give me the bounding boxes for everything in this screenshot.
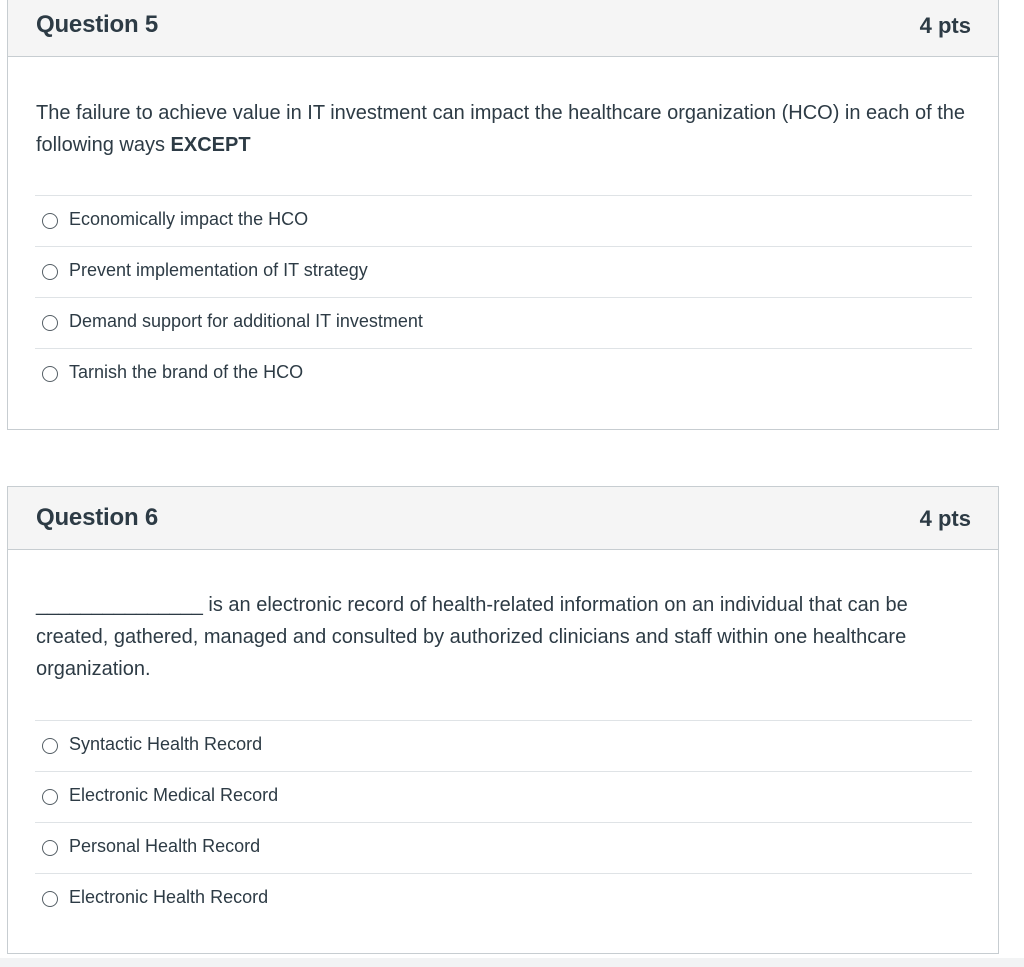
answer-label[interactable]: Demand support for additional IT investment xyxy=(69,311,423,331)
radio-button[interactable] xyxy=(42,891,58,907)
question-card-6 xyxy=(7,486,999,954)
answer-option[interactable] xyxy=(35,298,972,349)
answer-label[interactable]: Electronic Health Record xyxy=(69,887,269,907)
question-text xyxy=(36,589,976,685)
page-bottom-strip xyxy=(0,958,1024,967)
answer-option[interactable] xyxy=(35,721,972,772)
answer-label[interactable]: Syntactic Health Record xyxy=(69,734,263,754)
answer-label[interactable]: Economically impact the HCO xyxy=(69,209,309,229)
radio-button[interactable] xyxy=(42,213,58,229)
answer-list xyxy=(35,720,972,925)
question-points: 4 pts xyxy=(919,506,971,531)
radio-button[interactable] xyxy=(42,738,58,754)
question-header xyxy=(8,487,998,550)
answer-option[interactable] xyxy=(35,823,972,874)
fill-in-blank: _______________ xyxy=(36,594,203,616)
radio-button[interactable] xyxy=(42,315,58,331)
answer-label[interactable]: Tarnish the brand of the HCO xyxy=(69,362,304,382)
question-text-emphasis: EXCEPT xyxy=(170,134,251,156)
answer-label[interactable]: Personal Health Record xyxy=(69,836,261,856)
question-text xyxy=(36,97,976,161)
answer-label[interactable]: Electronic Medical Record xyxy=(69,785,279,805)
answer-option[interactable] xyxy=(35,772,972,823)
question-card-5 xyxy=(7,0,999,430)
answer-label[interactable]: Prevent implementation of IT strategy xyxy=(69,260,368,280)
radio-button[interactable] xyxy=(42,789,58,805)
question-title: Question 5 xyxy=(36,11,159,38)
radio-button[interactable] xyxy=(42,840,58,856)
question-title: Question 6 xyxy=(36,504,159,531)
question-text-main: is an electronic record of health-related information on an individual that can be created, gathered, managed and consulted by authorized clinicians and staff within one healthcare organization. xyxy=(36,594,908,680)
radio-button[interactable] xyxy=(42,366,58,382)
question-text-main: The failure to achieve value in IT investment can impact the healthcare organization (HCO) in each of the following ways xyxy=(36,102,966,156)
question-points: 4 pts xyxy=(919,13,971,38)
radio-button[interactable] xyxy=(42,264,58,280)
answer-option[interactable] xyxy=(35,349,972,400)
answer-option[interactable] xyxy=(35,196,972,247)
question-header xyxy=(8,0,998,57)
answer-option[interactable] xyxy=(35,247,972,298)
answer-list xyxy=(35,195,972,400)
answer-option[interactable] xyxy=(35,874,972,925)
